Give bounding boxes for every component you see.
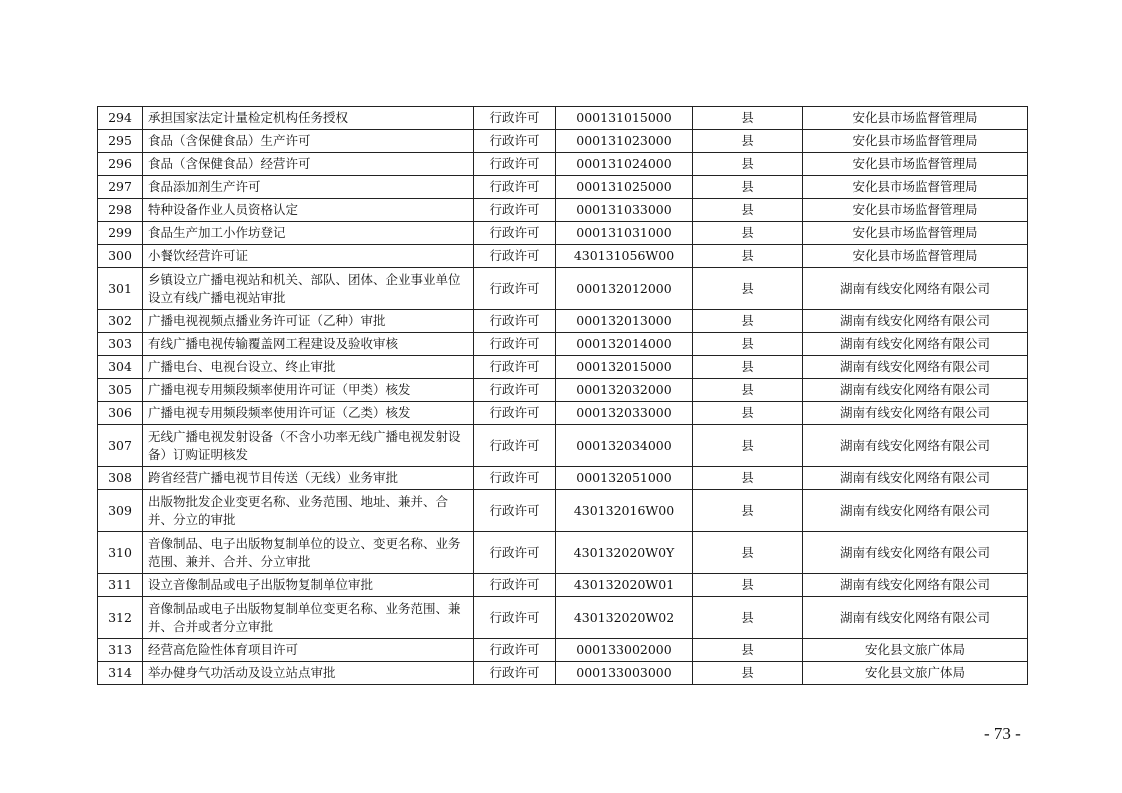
page-number: - 73 - — [984, 724, 1021, 743]
item-code: 000131024000 — [556, 153, 693, 176]
permit-table — [97, 106, 1028, 685]
item-dept: 安化县文旅广体局 — [803, 662, 1028, 685]
item-dept: 湖南有线安化网络有限公司 — [803, 532, 1028, 574]
item-type: 行政许可 — [474, 310, 556, 333]
item-dept: 安化县市场监督管理局 — [803, 222, 1028, 245]
item-code: 000131031000 — [556, 222, 693, 245]
row-number: 309 — [98, 490, 143, 532]
table-row — [98, 597, 1028, 639]
item-dept: 湖南有线安化网络有限公司 — [803, 310, 1028, 333]
table-row — [98, 199, 1028, 222]
item-code: 000133002000 — [556, 639, 693, 662]
item-level: 县 — [693, 490, 803, 532]
item-dept: 湖南有线安化网络有限公司 — [803, 333, 1028, 356]
row-number: 297 — [98, 176, 143, 199]
item-code: 000132015000 — [556, 356, 693, 379]
row-number: 306 — [98, 402, 143, 425]
item-dept: 湖南有线安化网络有限公司 — [803, 425, 1028, 467]
item-level: 县 — [693, 639, 803, 662]
item-level: 县 — [693, 532, 803, 574]
item-dept: 湖南有线安化网络有限公司 — [803, 467, 1028, 490]
item-level: 县 — [693, 402, 803, 425]
item-name: 举办健身气功活动及设立站点审批 — [143, 662, 474, 685]
table-row — [98, 425, 1028, 467]
item-level: 县 — [693, 379, 803, 402]
item-name: 设立音像制品或电子出版物复制单位审批 — [143, 574, 474, 597]
item-type: 行政许可 — [474, 639, 556, 662]
item-code: 000131025000 — [556, 176, 693, 199]
item-code: 000131023000 — [556, 130, 693, 153]
row-number: 305 — [98, 379, 143, 402]
item-dept: 安化县市场监督管理局 — [803, 176, 1028, 199]
row-number: 314 — [98, 662, 143, 685]
item-dept: 湖南有线安化网络有限公司 — [803, 574, 1028, 597]
item-name: 特种设备作业人员资格认定 — [143, 199, 474, 222]
item-type: 行政许可 — [474, 490, 556, 532]
item-level: 县 — [693, 130, 803, 153]
table-row — [98, 639, 1028, 662]
table-row — [98, 153, 1028, 176]
row-number: 299 — [98, 222, 143, 245]
item-type: 行政许可 — [474, 222, 556, 245]
item-type: 行政许可 — [474, 597, 556, 639]
item-code: 000131015000 — [556, 107, 693, 130]
row-number: 310 — [98, 532, 143, 574]
table-row — [98, 222, 1028, 245]
item-level: 县 — [693, 199, 803, 222]
row-number: 307 — [98, 425, 143, 467]
item-code: 000132032000 — [556, 379, 693, 402]
item-name: 食品（含保健食品）经营许可 — [143, 153, 474, 176]
item-type: 行政许可 — [474, 268, 556, 310]
item-code: 000131033000 — [556, 199, 693, 222]
item-type: 行政许可 — [474, 402, 556, 425]
item-type: 行政许可 — [474, 356, 556, 379]
item-type: 行政许可 — [474, 130, 556, 153]
item-level: 县 — [693, 153, 803, 176]
row-number: 294 — [98, 107, 143, 130]
item-type: 行政许可 — [474, 662, 556, 685]
item-name: 广播电视专用频段频率使用许可证（甲类）核发 — [143, 379, 474, 402]
item-level: 县 — [693, 662, 803, 685]
item-dept: 安化县市场监督管理局 — [803, 245, 1028, 268]
item-dept: 湖南有线安化网络有限公司 — [803, 597, 1028, 639]
table-row — [98, 467, 1028, 490]
table-row — [98, 532, 1028, 574]
row-number: 298 — [98, 199, 143, 222]
table-row — [98, 490, 1028, 532]
item-name: 音像制品、电子出版物复制单位的设立、变更名称、业务范围、兼并、合并、分立审批 — [143, 532, 474, 574]
table-row — [98, 379, 1028, 402]
item-level: 县 — [693, 467, 803, 490]
row-number: 304 — [98, 356, 143, 379]
table-row — [98, 268, 1028, 310]
item-code: 430132016W00 — [556, 490, 693, 532]
item-code: 000133003000 — [556, 662, 693, 685]
row-number: 302 — [98, 310, 143, 333]
item-name: 广播电台、电视台设立、终止审批 — [143, 356, 474, 379]
item-name: 承担国家法定计量检定机构任务授权 — [143, 107, 474, 130]
item-dept: 安化县市场监督管理局 — [803, 107, 1028, 130]
row-number: 313 — [98, 639, 143, 662]
item-type: 行政许可 — [474, 107, 556, 130]
item-level: 县 — [693, 597, 803, 639]
item-name: 食品添加剂生产许可 — [143, 176, 474, 199]
table-row — [98, 402, 1028, 425]
item-code: 430132020W02 — [556, 597, 693, 639]
item-name: 乡镇设立广播电视站和机关、部队、团体、企业事业单位设立有线广播电视站审批 — [143, 268, 474, 310]
item-type: 行政许可 — [474, 532, 556, 574]
item-type: 行政许可 — [474, 199, 556, 222]
item-dept: 安化县市场监督管理局 — [803, 153, 1028, 176]
row-number: 295 — [98, 130, 143, 153]
item-dept: 湖南有线安化网络有限公司 — [803, 356, 1028, 379]
row-number: 300 — [98, 245, 143, 268]
item-name: 食品生产加工小作坊登记 — [143, 222, 474, 245]
item-level: 县 — [693, 310, 803, 333]
item-level: 县 — [693, 268, 803, 310]
item-name: 广播电视视频点播业务许可证（乙种）审批 — [143, 310, 474, 333]
item-name: 小餐饮经营许可证 — [143, 245, 474, 268]
table-row — [98, 176, 1028, 199]
item-dept: 湖南有线安化网络有限公司 — [803, 490, 1028, 532]
item-code: 430132020W0Y — [556, 532, 693, 574]
item-level: 县 — [693, 176, 803, 199]
item-level: 县 — [693, 333, 803, 356]
row-number: 312 — [98, 597, 143, 639]
item-type: 行政许可 — [474, 153, 556, 176]
table-row — [98, 662, 1028, 685]
table-row — [98, 574, 1028, 597]
table-row — [98, 356, 1028, 379]
item-code: 000132034000 — [556, 425, 693, 467]
item-dept: 安化县市场监督管理局 — [803, 130, 1028, 153]
item-code: 000132013000 — [556, 310, 693, 333]
row-number: 308 — [98, 467, 143, 490]
item-name: 广播电视专用频段频率使用许可证（乙类）核发 — [143, 402, 474, 425]
item-name: 经营高危险性体育项目许可 — [143, 639, 474, 662]
item-level: 县 — [693, 356, 803, 379]
item-dept: 湖南有线安化网络有限公司 — [803, 379, 1028, 402]
table-row — [98, 107, 1028, 130]
table-row — [98, 130, 1028, 153]
item-code: 000132012000 — [556, 268, 693, 310]
row-number: 296 — [98, 153, 143, 176]
item-level: 县 — [693, 107, 803, 130]
item-name: 跨省经营广播电视节目传送（无线）业务审批 — [143, 467, 474, 490]
item-name: 食品（含保健食品）生产许可 — [143, 130, 474, 153]
item-code: 430132020W01 — [556, 574, 693, 597]
row-number: 303 — [98, 333, 143, 356]
item-type: 行政许可 — [474, 379, 556, 402]
table-row — [98, 333, 1028, 356]
table-row — [98, 310, 1028, 333]
row-number: 301 — [98, 268, 143, 310]
item-type: 行政许可 — [474, 176, 556, 199]
item-dept: 安化县市场监督管理局 — [803, 199, 1028, 222]
item-name: 有线广播电视传输覆盖网工程建设及验收审核 — [143, 333, 474, 356]
item-type: 行政许可 — [474, 245, 556, 268]
item-code: 430131056W00 — [556, 245, 693, 268]
item-code: 000132051000 — [556, 467, 693, 490]
item-code: 000132033000 — [556, 402, 693, 425]
item-type: 行政许可 — [474, 425, 556, 467]
row-number: 311 — [98, 574, 143, 597]
item-level: 县 — [693, 574, 803, 597]
item-level: 县 — [693, 222, 803, 245]
item-code: 000132014000 — [556, 333, 693, 356]
table-row — [98, 245, 1028, 268]
item-type: 行政许可 — [474, 467, 556, 490]
item-level: 县 — [693, 245, 803, 268]
item-name: 音像制品或电子出版物复制单位变更名称、业务范围、兼并、合并或者分立审批 — [143, 597, 474, 639]
item-type: 行政许可 — [474, 333, 556, 356]
item-level: 县 — [693, 425, 803, 467]
item-type: 行政许可 — [474, 574, 556, 597]
item-name: 出版物批发企业变更名称、业务范围、地址、兼并、合并、分立的审批 — [143, 490, 474, 532]
item-name: 无线广播电视发射设备（不含小功率无线广播电视发射设备）订购证明核发 — [143, 425, 474, 467]
item-dept: 安化县文旅广体局 — [803, 639, 1028, 662]
item-dept: 湖南有线安化网络有限公司 — [803, 268, 1028, 310]
item-dept: 湖南有线安化网络有限公司 — [803, 402, 1028, 425]
